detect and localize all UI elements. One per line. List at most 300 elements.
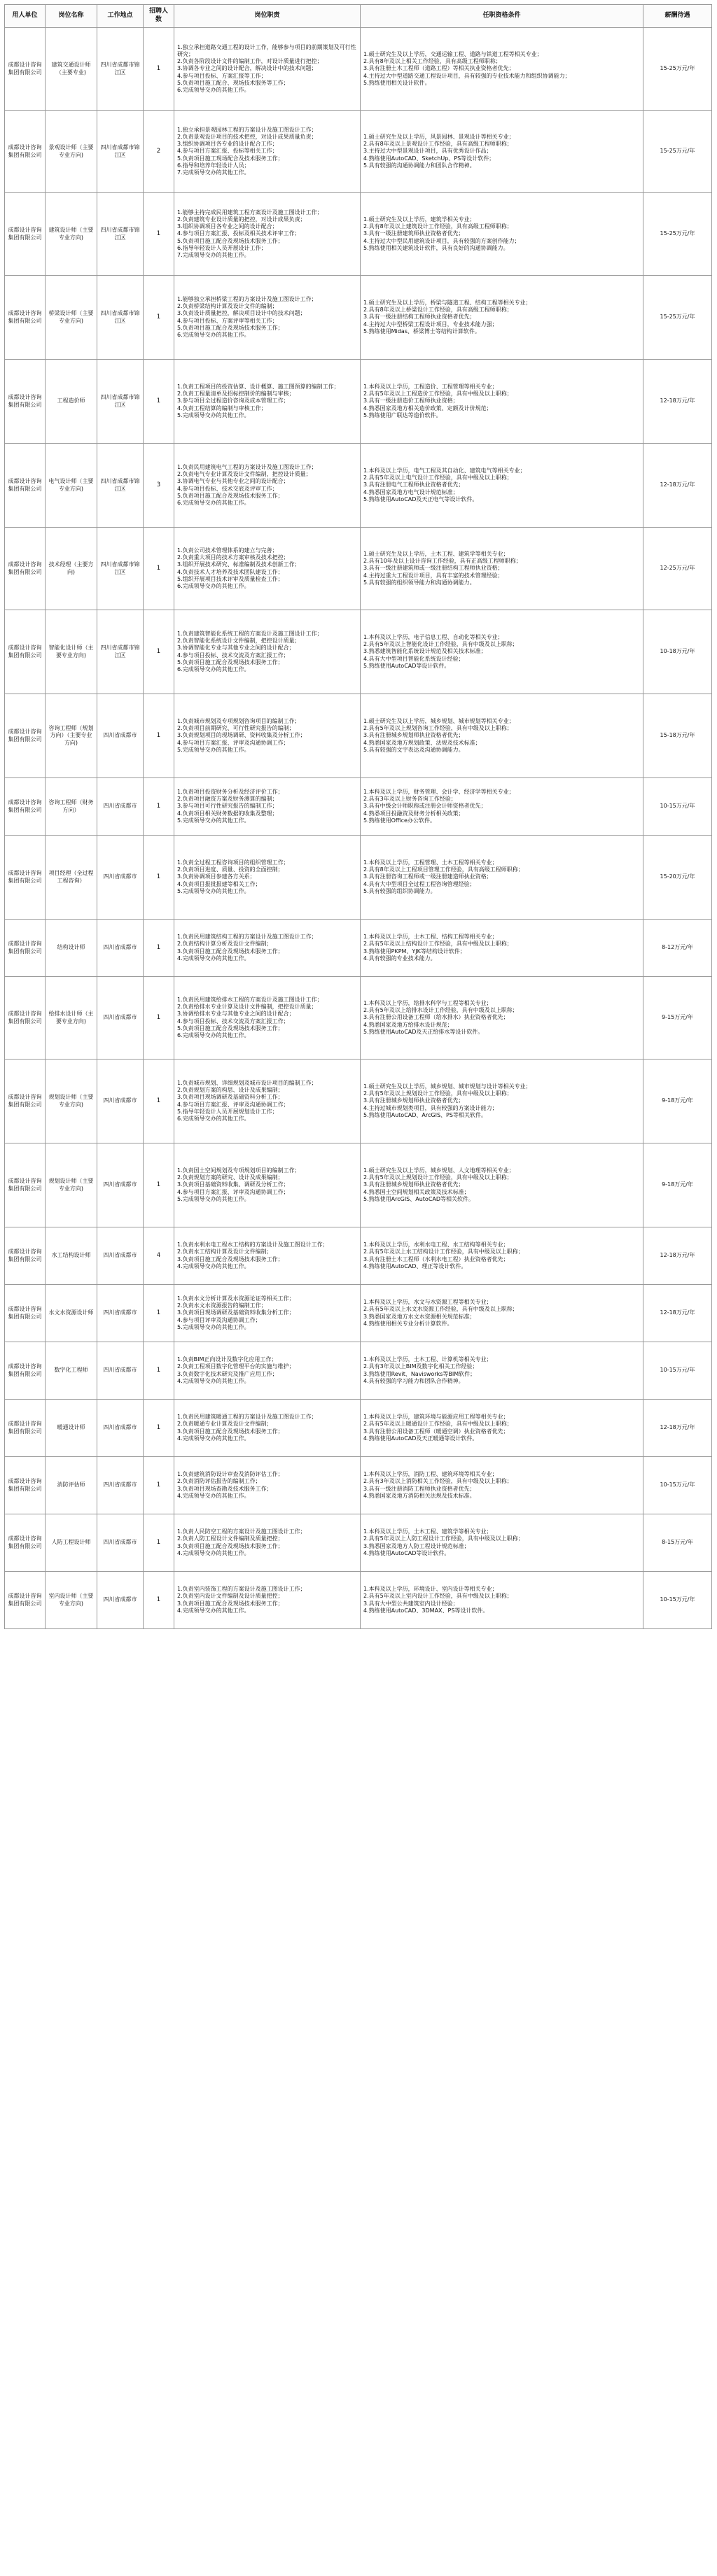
cell-location: 四川省成都市 <box>97 920 144 977</box>
cell-requirements <box>361 1457 643 1514</box>
table-row <box>5 1143 712 1227</box>
header-position: 岗位名称 <box>46 5 97 28</box>
duty-line: 1.负责城市规划及专项规划咨询项目的编制工作； <box>177 717 300 724</box>
duty-line: 2.负责电气专业计算及设计文件编制，把控设计质量； <box>177 471 312 478</box>
duty-line: 5.负责项目施工现场配合及技术服务工作； <box>177 155 284 162</box>
duty-line: 3.负责项目施工配合及现场技术服务工作； <box>177 1428 284 1435</box>
cell-location: 四川省成都市锦江区 <box>97 193 144 276</box>
cell-location: 四川省成都市 <box>97 1285 144 1342</box>
duty-line: 3.参与项目全过程造价咨询及成本管理工作； <box>177 397 289 404</box>
duty-line: 2.负责给排水专业计算及设计文件编制，把控设计质量； <box>177 1004 317 1011</box>
table-row <box>5 528 712 610</box>
requirement-line: 4.熟练使用AutoCAD、3DMAX、PS等设计软件。 <box>363 1607 489 1614</box>
cell-count: 1 <box>144 836 174 920</box>
duty-line: 2.负责各阶段设计文件的编制工作，对设计质量进行把控； <box>177 58 323 65</box>
requirement-line: 3.具有注册城乡规划师执业资格者优先； <box>363 1097 464 1104</box>
requirement-line: 1.本科及以上学历，土木工程、计算机等相关专业； <box>363 1356 492 1363</box>
requirement-line: 1.本科及以上学历，给排水科学与工程等相关专业； <box>363 999 492 1006</box>
cell-requirements <box>361 1227 643 1285</box>
cell-count: 1 <box>144 1143 174 1227</box>
cell-location: 四川省成都市 <box>97 977 144 1060</box>
requirement-line: 2.具有3年及以上财务咨询工作经验； <box>363 796 457 803</box>
requirement-line: 4.具有大中型项目智能化系统设计经验； <box>363 655 464 662</box>
duty-line: 6.完成领导交办的其他工作。 <box>177 582 250 589</box>
cell-location: 四川省成都市 <box>97 778 144 836</box>
cell-unit: 成都设计咨询集团有限公司 <box>5 920 46 977</box>
cell-unit: 成都设计咨询集团有限公司 <box>5 528 46 610</box>
requirement-line: 5.具有较强的组织领导能力和沟通协调能力。 <box>363 579 475 586</box>
duty-line: 6.完成领导交办的其他工作。 <box>177 1115 250 1122</box>
table-row <box>5 1285 712 1342</box>
duty-line: 4.完成领导交办的其他工作。 <box>177 1549 250 1556</box>
cell-position: 消防评估师 <box>46 1457 97 1514</box>
cell-count: 1 <box>144 1400 174 1457</box>
cell-unit: 成都设计咨询集团有限公司 <box>5 1514 46 1572</box>
cell-position: 暖通设计师 <box>46 1400 97 1457</box>
cell-duties <box>174 1342 361 1400</box>
duty-line: 1.负责国土空间规划及专项规划项目的编制工作； <box>177 1167 300 1174</box>
cell-location: 四川省成都市锦江区 <box>97 360 144 444</box>
cell-count: 1 <box>144 610 174 694</box>
cell-unit: 成都设计咨询集团有限公司 <box>5 276 46 360</box>
cell-position: 规划设计师（主要专业方向) <box>46 1060 97 1143</box>
header-salary: 薪酬待遇 <box>643 5 712 28</box>
requirement-line: 2.具有5年及以上电气设计工作经验，具有中级及以上职称； <box>363 474 513 481</box>
cell-requirements <box>361 836 643 920</box>
cell-unit: 成都设计咨询集团有限公司 <box>5 111 46 193</box>
duty-line: 3.负责项目施工配合及现场技术服务工作； <box>177 1255 284 1262</box>
table-row <box>5 193 712 276</box>
cell-unit: 成都设计咨询集团有限公司 <box>5 1285 46 1342</box>
duty-line: 2.负责建筑专业设计质量的把控，对设计成果负责； <box>177 216 306 223</box>
table-row <box>5 276 712 360</box>
requirement-line: 4.具有较强的专业技术能力。 <box>363 955 436 962</box>
duty-line: 6.指导和培养年轻设计人员； <box>177 162 250 169</box>
table-body <box>5 28 712 1629</box>
cell-count: 1 <box>144 360 174 444</box>
requirement-line: 1.硕士研究生及以上学历，建筑学相关专业； <box>363 216 475 223</box>
duty-line: 3.协调智能化专业与其他专业之间的设计配合； <box>177 645 295 652</box>
table-row <box>5 1060 712 1143</box>
duty-line: 5.负责项目施工配合及现场技术服务工作； <box>177 1025 284 1032</box>
duty-line: 3.组织协调项目各专业的设计配合工作； <box>177 141 278 148</box>
duty-line: 1.负责城市规划、详细规划及城市设计项目的编制工作； <box>177 1079 317 1086</box>
cell-salary: 10-15万元/年 <box>643 1572 712 1629</box>
cell-duties <box>174 28 361 111</box>
cell-count: 1 <box>144 28 174 111</box>
requirement-line: 1.本科及以上学历，电气工程及其自动化、建筑电气等相关专业； <box>363 467 526 474</box>
requirement-line: 2.具有8年及以上景观设计工作经验，具有高级工程师职称； <box>363 141 513 148</box>
header-duties: 岗位职责 <box>174 5 361 28</box>
duty-line: 7.完成领导交办的其他工作。 <box>177 252 250 259</box>
duty-line: 2.负责室内设计文件编制及设计质量把控； <box>177 1593 284 1600</box>
requirement-line: 1.硕士研究生及以上学历，城乡规划、人文地理等相关专业； <box>363 1167 515 1174</box>
requirement-line: 5.熟练使用Office办公软件。 <box>363 817 436 824</box>
requirement-line: 5.熟练使用相关设计软件。 <box>363 79 431 86</box>
cell-position: 工程造价师 <box>46 360 97 444</box>
requirement-line: 1.本科及以上学历，建筑环境与能源应用工程等相关专业； <box>363 1414 509 1421</box>
duty-line: 2.负责工程量清单及招标控制价的编制与审核； <box>177 390 295 397</box>
cell-salary: 12-18万元/年 <box>643 1400 712 1457</box>
cell-salary: 12-18万元/年 <box>643 444 712 528</box>
cell-requirements <box>361 1400 643 1457</box>
duty-line: 1.负责民用建筑电气工程的方案设计及施工图设计工作； <box>177 463 317 470</box>
duty-line: 1.负责民用建筑暖通工程的方案设计及施工图设计工作； <box>177 1414 317 1421</box>
requirement-line: 4.熟练使用相关专业分析计算软件。 <box>363 1320 453 1327</box>
cell-location: 四川省成都市锦江区 <box>97 610 144 694</box>
requirement-line: 5.熟练使用AutoCAD、ArcGIS、PS等相关软件。 <box>363 1111 487 1118</box>
cell-position: 结构设计师 <box>46 920 97 977</box>
cell-location: 四川省成都市 <box>97 1342 144 1400</box>
cell-unit: 成都设计咨询集团有限公司 <box>5 1227 46 1285</box>
cell-requirements <box>361 444 643 528</box>
duty-line: 1.能够独立承担桥梁工程的方案设计及施工图设计工作； <box>177 295 317 302</box>
table-row <box>5 836 712 920</box>
requirement-line: 4.熟悉项目投融资及财务分析相关政策； <box>363 810 464 817</box>
cell-position: 电气设计师（主要专业方向) <box>46 444 97 528</box>
cell-unit: 成都设计咨询集团有限公司 <box>5 1342 46 1400</box>
cell-requirements <box>361 193 643 276</box>
requirement-line: 4.具有较强的学习能力和团队合作精神。 <box>363 1377 464 1384</box>
cell-location: 四川省成都市 <box>97 1400 144 1457</box>
requirement-line: 3.熟悉国家及地方水文水资源相关规范标准； <box>363 1313 475 1320</box>
requirement-line: 2.具有5年及以上水文水资源工作经验，具有中级及以上职称； <box>363 1306 518 1313</box>
requirement-line: 4.主持过大中型桥梁工程设计项目，专业技术能力强； <box>363 321 498 328</box>
duty-line: 4.负责技术人才培养及技术团队建设工作； <box>177 568 284 575</box>
cell-position: 室内设计师（主要专业方向) <box>46 1572 97 1629</box>
requirement-line: 5.熟练使用ArcGIS、AutoCAD等相关软件。 <box>363 1195 475 1202</box>
duty-line: 4.负责项目相关财务数据的收集及整理； <box>177 810 278 817</box>
requirement-line: 1.本科及以上学历，消防工程、建筑环境等相关专业； <box>363 1471 498 1478</box>
cell-requirements <box>361 610 643 694</box>
requirement-line: 5.具有较强的文字表达及沟通协调能力。 <box>363 746 464 753</box>
requirement-line: 4.具有大中型项目全过程工程咨询管理经验； <box>363 880 475 887</box>
cell-location: 四川省成都市 <box>97 1514 144 1572</box>
requirement-line: 3.熟练使用Revit、Navisworks等BIM软件； <box>363 1370 476 1377</box>
cell-requirements <box>361 1342 643 1400</box>
requirement-line: 5.熟练使用Midas、桥梁博士等结构计算软件。 <box>363 328 480 335</box>
duty-line: 4.完成领导交办的其他工作。 <box>177 955 250 962</box>
duty-line: 2.负责项目融资方案及财务测算的编制； <box>177 796 278 803</box>
cell-unit: 成都设计咨询集团有限公司 <box>5 610 46 694</box>
duty-line: 5.负责项目施工配合及现场技术服务工作； <box>177 492 284 499</box>
requirement-line: 1.本科及以上学历，土木工程、结构工程等相关专业； <box>363 934 498 941</box>
cell-duties <box>174 1400 361 1457</box>
duty-line: 1.负责水文分析计算及水资源论证等相关工作； <box>177 1295 295 1302</box>
requirement-line: 1.本科及以上学历，电子信息工程、自动化等相关专业； <box>363 633 503 640</box>
cell-position: 桥梁设计师（主要专业方向) <box>46 276 97 360</box>
requirement-line: 2.具有5年及以上给排水设计工作经验，具有中级及以上职称； <box>363 1007 518 1014</box>
duty-line: 5.组织开展项目技术评审及质量检查工作； <box>177 575 284 582</box>
cell-duties <box>174 1143 361 1227</box>
duty-line: 2.负责桥梁结构计算及设计文件的编制； <box>177 303 278 310</box>
requirement-line: 5.熟练使用相关建筑设计软件，具有良好的沟通协调能力。 <box>363 244 509 251</box>
cell-location: 四川省成都市锦江区 <box>97 444 144 528</box>
requirement-line: 1.本科及以上学历，水利水电工程、水工结构等相关专业； <box>363 1241 509 1248</box>
cell-unit: 成都设计咨询集团有限公司 <box>5 836 46 920</box>
requirement-line: 2.具有5年及以上结构设计工作经验，具有中级及以上职称； <box>363 941 513 948</box>
duty-line: 3.组织开展技术研究、标准编制及技术创新工作； <box>177 561 300 568</box>
cell-position: 咨询工程师（规划方向）（主要专业方向) <box>46 694 97 778</box>
requirement-line: 3.具有注册咨询工程师或一级注册建造师执业资格； <box>363 873 492 880</box>
requirement-line: 2.具有5年及以上工程造价工作经验，具有中级及以上职称； <box>363 390 513 397</box>
requirement-line: 1.硕士研究生及以上学历，风景园林、景观设计等相关专业； <box>363 133 515 140</box>
table-row <box>5 778 712 836</box>
duty-line: 4.参与项目方案汇报、评审及沟通协调工作； <box>177 1188 289 1195</box>
cell-unit: 成都设计咨询集团有限公司 <box>5 1143 46 1227</box>
requirement-line: 4.熟练使用AutoCAD等设计软件。 <box>363 1549 450 1556</box>
duty-line: 3.负责项目施工配合及现场技术服务工作； <box>177 1542 284 1549</box>
duty-line: 4.参与项目投标、技术交底及评审工作； <box>177 485 278 492</box>
duty-line: 3.负责数字化技术研究及推广应用工作； <box>177 1370 278 1377</box>
duty-line: 1.负责全过程工程咨询项目的组织管理工作； <box>177 859 289 866</box>
cell-unit: 成都设计咨询集团有限公司 <box>5 1400 46 1457</box>
duty-line: 2.负责水文水资源报告的编制工作； <box>177 1302 267 1309</box>
requirement-line: 4.主持过重大工程设计项目，具有丰富的技术管理经验； <box>363 572 503 579</box>
requirement-line: 1.硕士研究生及以上学历，城乡规划、城市规划等相关专业； <box>363 717 515 724</box>
requirement-line: 3.具有一级注册建筑师或一级注册结构工程师执业资格； <box>363 565 503 572</box>
duty-line: 1.负责水利水电工程水工结构的方案设计及施工图设计工作； <box>177 1241 328 1248</box>
requirement-line: 1.硕士研究生及以上学历，交通运输工程、道路与铁道工程等相关专业； <box>363 50 543 57</box>
duty-line: 5.完成领导交办的其他工作。 <box>177 817 250 824</box>
header-unit: 用人单位 <box>5 5 46 28</box>
cell-duties <box>174 977 361 1060</box>
cell-count: 4 <box>144 1227 174 1285</box>
duty-line: 5.负责项目施工配合及现场技术服务工作； <box>177 237 284 244</box>
requirement-line: 2.具有3年及以上BIM及数字化相关工作经验； <box>363 1363 478 1370</box>
duty-line: 4.参与项目方案汇报、评审及沟通协调工作； <box>177 739 289 746</box>
duty-line: 4.负责工程结算的编制与审核工作； <box>177 404 267 411</box>
requirement-line: 3.熟练使用PKPM、YJK等结构设计软件； <box>363 948 466 955</box>
duty-line: 3.协调各专业之间的设计配合，解决设计中的技术问题； <box>177 65 317 72</box>
requirement-line: 3.具有大中型公共建筑室内设计经验； <box>363 1600 459 1607</box>
requirement-line: 4.熟悉国家及地方给排水设计规范； <box>363 1021 453 1028</box>
duty-line: 6.指导年轻设计人员开展设计工作； <box>177 244 267 251</box>
cell-duties <box>174 1572 361 1629</box>
cell-unit: 成都设计咨询集团有限公司 <box>5 694 46 778</box>
cell-location: 四川省成都市 <box>97 1572 144 1629</box>
requirement-line: 2.具有5年及以上智能化设计工作经验，具有中级及以上职称； <box>363 641 518 648</box>
cell-requirements <box>361 1143 643 1227</box>
requirement-line: 2.具有3年及以上消防相关工作经验，具有中级及以上职称； <box>363 1478 513 1485</box>
duty-line: 5.指导年轻设计人员开展规划设计工作； <box>177 1108 278 1115</box>
cell-salary: 12-18万元/年 <box>643 360 712 444</box>
duty-line: 1.负责室内装饰工程的方案设计及施工图设计工作； <box>177 1586 306 1593</box>
requirement-line: 2.具有5年及以上人防工程设计工作经验，具有中级及以上职称； <box>363 1535 524 1542</box>
duty-line: 5.负责项目施工配合及现场技术服务工作； <box>177 324 284 331</box>
duty-line: 5.完成领导交办的其他工作。 <box>177 1323 250 1330</box>
cell-duties <box>174 528 361 610</box>
requirement-line: 3.具有一级注册消防工程师执业资格者优先； <box>363 1485 475 1492</box>
cell-count: 1 <box>144 1342 174 1400</box>
duty-line: 4.参与项目投标、方案汇报等工作； <box>177 72 267 79</box>
cell-location: 四川省成都市 <box>97 836 144 920</box>
cell-location: 四川省成都市 <box>97 1227 144 1285</box>
cell-location: 四川省成都市 <box>97 1060 144 1143</box>
duty-line: 2.负责规划方案的构思、设计及成果编制； <box>177 1087 284 1094</box>
duty-line: 3.负责项目现场调研及基础资料收集分析工作； <box>177 1309 295 1316</box>
requirement-line: 3.具有注册土木工程师（水利水电工程）执业资格者优先； <box>363 1255 509 1262</box>
duty-line: 4.完成领导交办的其他工作。 <box>177 1492 250 1499</box>
cell-salary: 9-15万元/年 <box>643 977 712 1060</box>
cell-salary: 10-18万元/年 <box>643 610 712 694</box>
cell-count: 1 <box>144 1457 174 1514</box>
header-requirements: 任职资格条件 <box>361 5 643 28</box>
cell-requirements <box>361 778 643 836</box>
duty-line: 6.完成领导交办的其他工作。 <box>177 499 250 506</box>
requirement-line: 4.熟悉国土空间规划相关政策及技术标准； <box>363 1188 470 1195</box>
requirement-line: 2.具有5年及以上室内设计工作经验，具有中级及以上职称； <box>363 1593 513 1600</box>
duty-line: 2.负责景观设计项目的技术把控，对设计成果质量负责； <box>177 133 317 140</box>
requirement-line: 2.具有5年及以上规划设计工作经验，具有中级及以上职称； <box>363 1174 513 1181</box>
cell-unit: 成都设计咨询集团有限公司 <box>5 778 46 836</box>
duty-line: 2.负责项目进度、质量、投资的全面控制； <box>177 866 284 873</box>
cell-count: 1 <box>144 276 174 360</box>
cell-requirements <box>361 1285 643 1342</box>
duty-line: 2.负责结构计算分析及设计文件编制； <box>177 941 272 948</box>
cell-salary: 10-15万元/年 <box>643 1342 712 1400</box>
requirement-line: 5.具有较强的组织协调能力。 <box>363 887 436 894</box>
duty-line: 3.负责项目现场调研及基础资料分析工作； <box>177 1094 284 1101</box>
table-row <box>5 1514 712 1572</box>
requirement-line: 4.熟悉国家及地方消防相关法规及技术标准。 <box>363 1492 475 1499</box>
requirement-line: 1.本科及以上学历，环境设计、室内设计等相关专业； <box>363 1586 498 1593</box>
duty-line: 3.负责规划项目的现场调研、资料收集及分析工作； <box>177 732 306 739</box>
requirement-line: 3.具有注册公用设备工程师（给水排水）执业资格者优先； <box>363 1014 509 1021</box>
table-row <box>5 1457 712 1514</box>
requirement-line: 3.具有注册电气工程师执业资格者优先； <box>363 481 464 488</box>
requirement-line: 2.具有5年及以上水工结构设计工作经验，具有中级及以上职称； <box>363 1248 524 1255</box>
requirement-line: 1.硕士研究生及以上学历，桥梁与隧道工程、结构工程等相关专业； <box>363 299 531 306</box>
duty-line: 1.独立承担景观园林工程的方案设计及施工图设计工作； <box>177 126 317 133</box>
duty-line: 5.完成领导交办的其他工作。 <box>177 887 250 894</box>
cell-salary: 15-20万元/年 <box>643 836 712 920</box>
cell-count: 1 <box>144 920 174 977</box>
requirement-line: 2.具有8年及以上工程项目管理工作经验，具有高级工程师职称； <box>363 866 524 873</box>
cell-duties <box>174 694 361 778</box>
requirement-line: 3.具有一级注册造价工程师执业资格； <box>363 397 459 404</box>
cell-duties <box>174 1457 361 1514</box>
table-row <box>5 1342 712 1400</box>
duty-line: 3.负责项目施工配合及现场技术服务工作； <box>177 1600 284 1607</box>
cell-duties <box>174 111 361 193</box>
duty-line: 5.完成领导交办的其他工作。 <box>177 411 250 418</box>
cell-count: 2 <box>144 111 174 193</box>
requirement-line: 2.具有5年及以上暖通设计工作经验，具有中级及以上职称； <box>363 1421 513 1428</box>
requirement-line: 3.具有注册公用设备工程师（暖通空调）执业资格者优先； <box>363 1428 509 1435</box>
duty-line: 2.负责规划方案的研究、设计及成果编制； <box>177 1174 284 1181</box>
cell-count: 1 <box>144 694 174 778</box>
cell-location: 四川省成都市 <box>97 1457 144 1514</box>
cell-unit: 成都设计咨询集团有限公司 <box>5 28 46 111</box>
requirement-line: 5.熟练使用AutoCAD及天正给排水等设计软件。 <box>363 1028 484 1035</box>
table-row <box>5 28 712 111</box>
duty-line: 7.完成领导交办的其他工作。 <box>177 169 250 176</box>
duty-line: 3.负责项目基础资料收集、调研及分析工作； <box>177 1181 289 1188</box>
requirement-line: 4.熟练使用AutoCAD及天正暖通等设计软件。 <box>363 1435 478 1442</box>
duty-line: 1.负责建筑消防设计审查及消防评估工作； <box>177 1471 284 1478</box>
requirement-line: 3.主持过大中型景观设计项目，具有优秀设计作品； <box>363 148 492 155</box>
duty-line: 3.协调给排水专业与其他专业之间的设计配合； <box>177 1011 295 1018</box>
cell-salary: 10-15万元/年 <box>643 1457 712 1514</box>
requirement-line: 1.本科及以上学历，工程管理、土木工程等相关专业； <box>363 859 498 866</box>
duty-line: 1.负责建筑智能化系统工程的方案设计及施工图设计工作； <box>177 630 323 637</box>
cell-duties <box>174 1060 361 1143</box>
cell-position: 人防工程设计师 <box>46 1514 97 1572</box>
cell-location: 四川省成都市锦江区 <box>97 528 144 610</box>
duty-line: 2.负责人防工程设计文件编制及质量把控； <box>177 1535 284 1542</box>
cell-salary: 10-15万元/年 <box>643 778 712 836</box>
cell-requirements <box>361 1060 643 1143</box>
cell-duties <box>174 193 361 276</box>
duty-line: 2.负责智能化系统设计文件编制，把控设计质量； <box>177 638 300 645</box>
requirement-line: 5.具有较强的沟通协调能力和团队合作精神。 <box>363 162 475 169</box>
requirement-line: 1.本科及以上学历，水文与水资源工程等相关专业； <box>363 1299 492 1306</box>
duty-line: 1.负责工程项目的投资估算、设计概算、施工图预算的编制工作； <box>177 383 340 390</box>
header-location: 工作地点 <box>97 5 144 28</box>
cell-requirements <box>361 1514 643 1572</box>
duty-line: 4.参与项目投标、方案评审等相关工作； <box>177 317 278 324</box>
cell-location: 四川省成都市锦江区 <box>97 276 144 360</box>
cell-count: 1 <box>144 1060 174 1143</box>
cell-salary: 15-18万元/年 <box>643 694 712 778</box>
recruitment-table <box>4 4 712 1629</box>
duty-line: 5.完成领导交办的其他工作。 <box>177 746 250 753</box>
cell-requirements <box>361 528 643 610</box>
cell-requirements <box>361 28 643 111</box>
duty-line: 4.完成领导交办的其他工作。 <box>177 1377 250 1384</box>
requirement-line: 5.熟练使用广联达等造价软件。 <box>363 411 442 418</box>
requirement-line: 1.硕士研究生及以上学历，土木工程、建筑学等相关专业； <box>363 550 509 557</box>
duty-line: 1.负责民用建筑结构工程的方案设计及施工图设计工作； <box>177 934 317 941</box>
cell-duties <box>174 444 361 528</box>
requirement-line: 3.熟悉国家及地方人防工程设计规范标准； <box>363 1542 470 1549</box>
cell-unit: 成都设计咨询集团有限公司 <box>5 1572 46 1629</box>
cell-count: 1 <box>144 1572 174 1629</box>
duty-line: 1.负责BIM正向设计及数字化应用工作； <box>177 1356 277 1363</box>
cell-duties <box>174 276 361 360</box>
cell-position: 给排水设计师（主要专业方向) <box>46 977 97 1060</box>
cell-salary: 15-25万元/年 <box>643 276 712 360</box>
duty-line: 2.负责项目前期研究、可行性研究报告的编制； <box>177 725 295 732</box>
table-row <box>5 360 712 444</box>
duty-line: 4.参与项目投标、技术交流及方案汇报工作； <box>177 652 289 659</box>
duty-line: 4.完成领导交办的其他工作。 <box>177 1435 250 1442</box>
duty-line: 6.完成领导交办的其他工作。 <box>177 666 250 673</box>
cell-requirements <box>361 694 643 778</box>
duty-line: 2.负责水工结构计算及设计文件编制； <box>177 1248 272 1255</box>
cell-salary: 9-18万元/年 <box>643 1060 712 1143</box>
duty-line: 3.负责协调项目参建各方关系； <box>177 873 256 880</box>
requirement-line: 3.具有一级注册结构工程师执业资格者优先； <box>363 314 475 321</box>
table-row <box>5 1572 712 1629</box>
cell-requirements <box>361 920 643 977</box>
cell-requirements <box>361 977 643 1060</box>
cell-count: 3 <box>144 444 174 528</box>
duty-line: 2.负责消防评估报告的编制工作； <box>177 1478 261 1485</box>
requirement-line: 3.具有注册城乡规划师执业资格者优先； <box>363 1181 464 1188</box>
cell-position: 水工结构设计师 <box>46 1227 97 1285</box>
requirement-line: 3.熟悉建筑智能化系统设计规范及相关技术标准； <box>363 648 487 655</box>
cell-count: 1 <box>144 1514 174 1572</box>
cell-salary: 9-18万元/年 <box>643 1143 712 1227</box>
duty-line: 3.组织协调项目各专业之间的设计配合； <box>177 223 278 230</box>
cell-unit: 成都设计咨询集团有限公司 <box>5 444 46 528</box>
cell-location: 四川省成都市 <box>97 694 144 778</box>
duty-line: 4.负责项目报批报建等相关工作； <box>177 880 261 887</box>
requirement-line: 1.本科及以上学历，财务管理、会计学、经济学等相关专业； <box>363 788 515 795</box>
table-row <box>5 977 712 1060</box>
